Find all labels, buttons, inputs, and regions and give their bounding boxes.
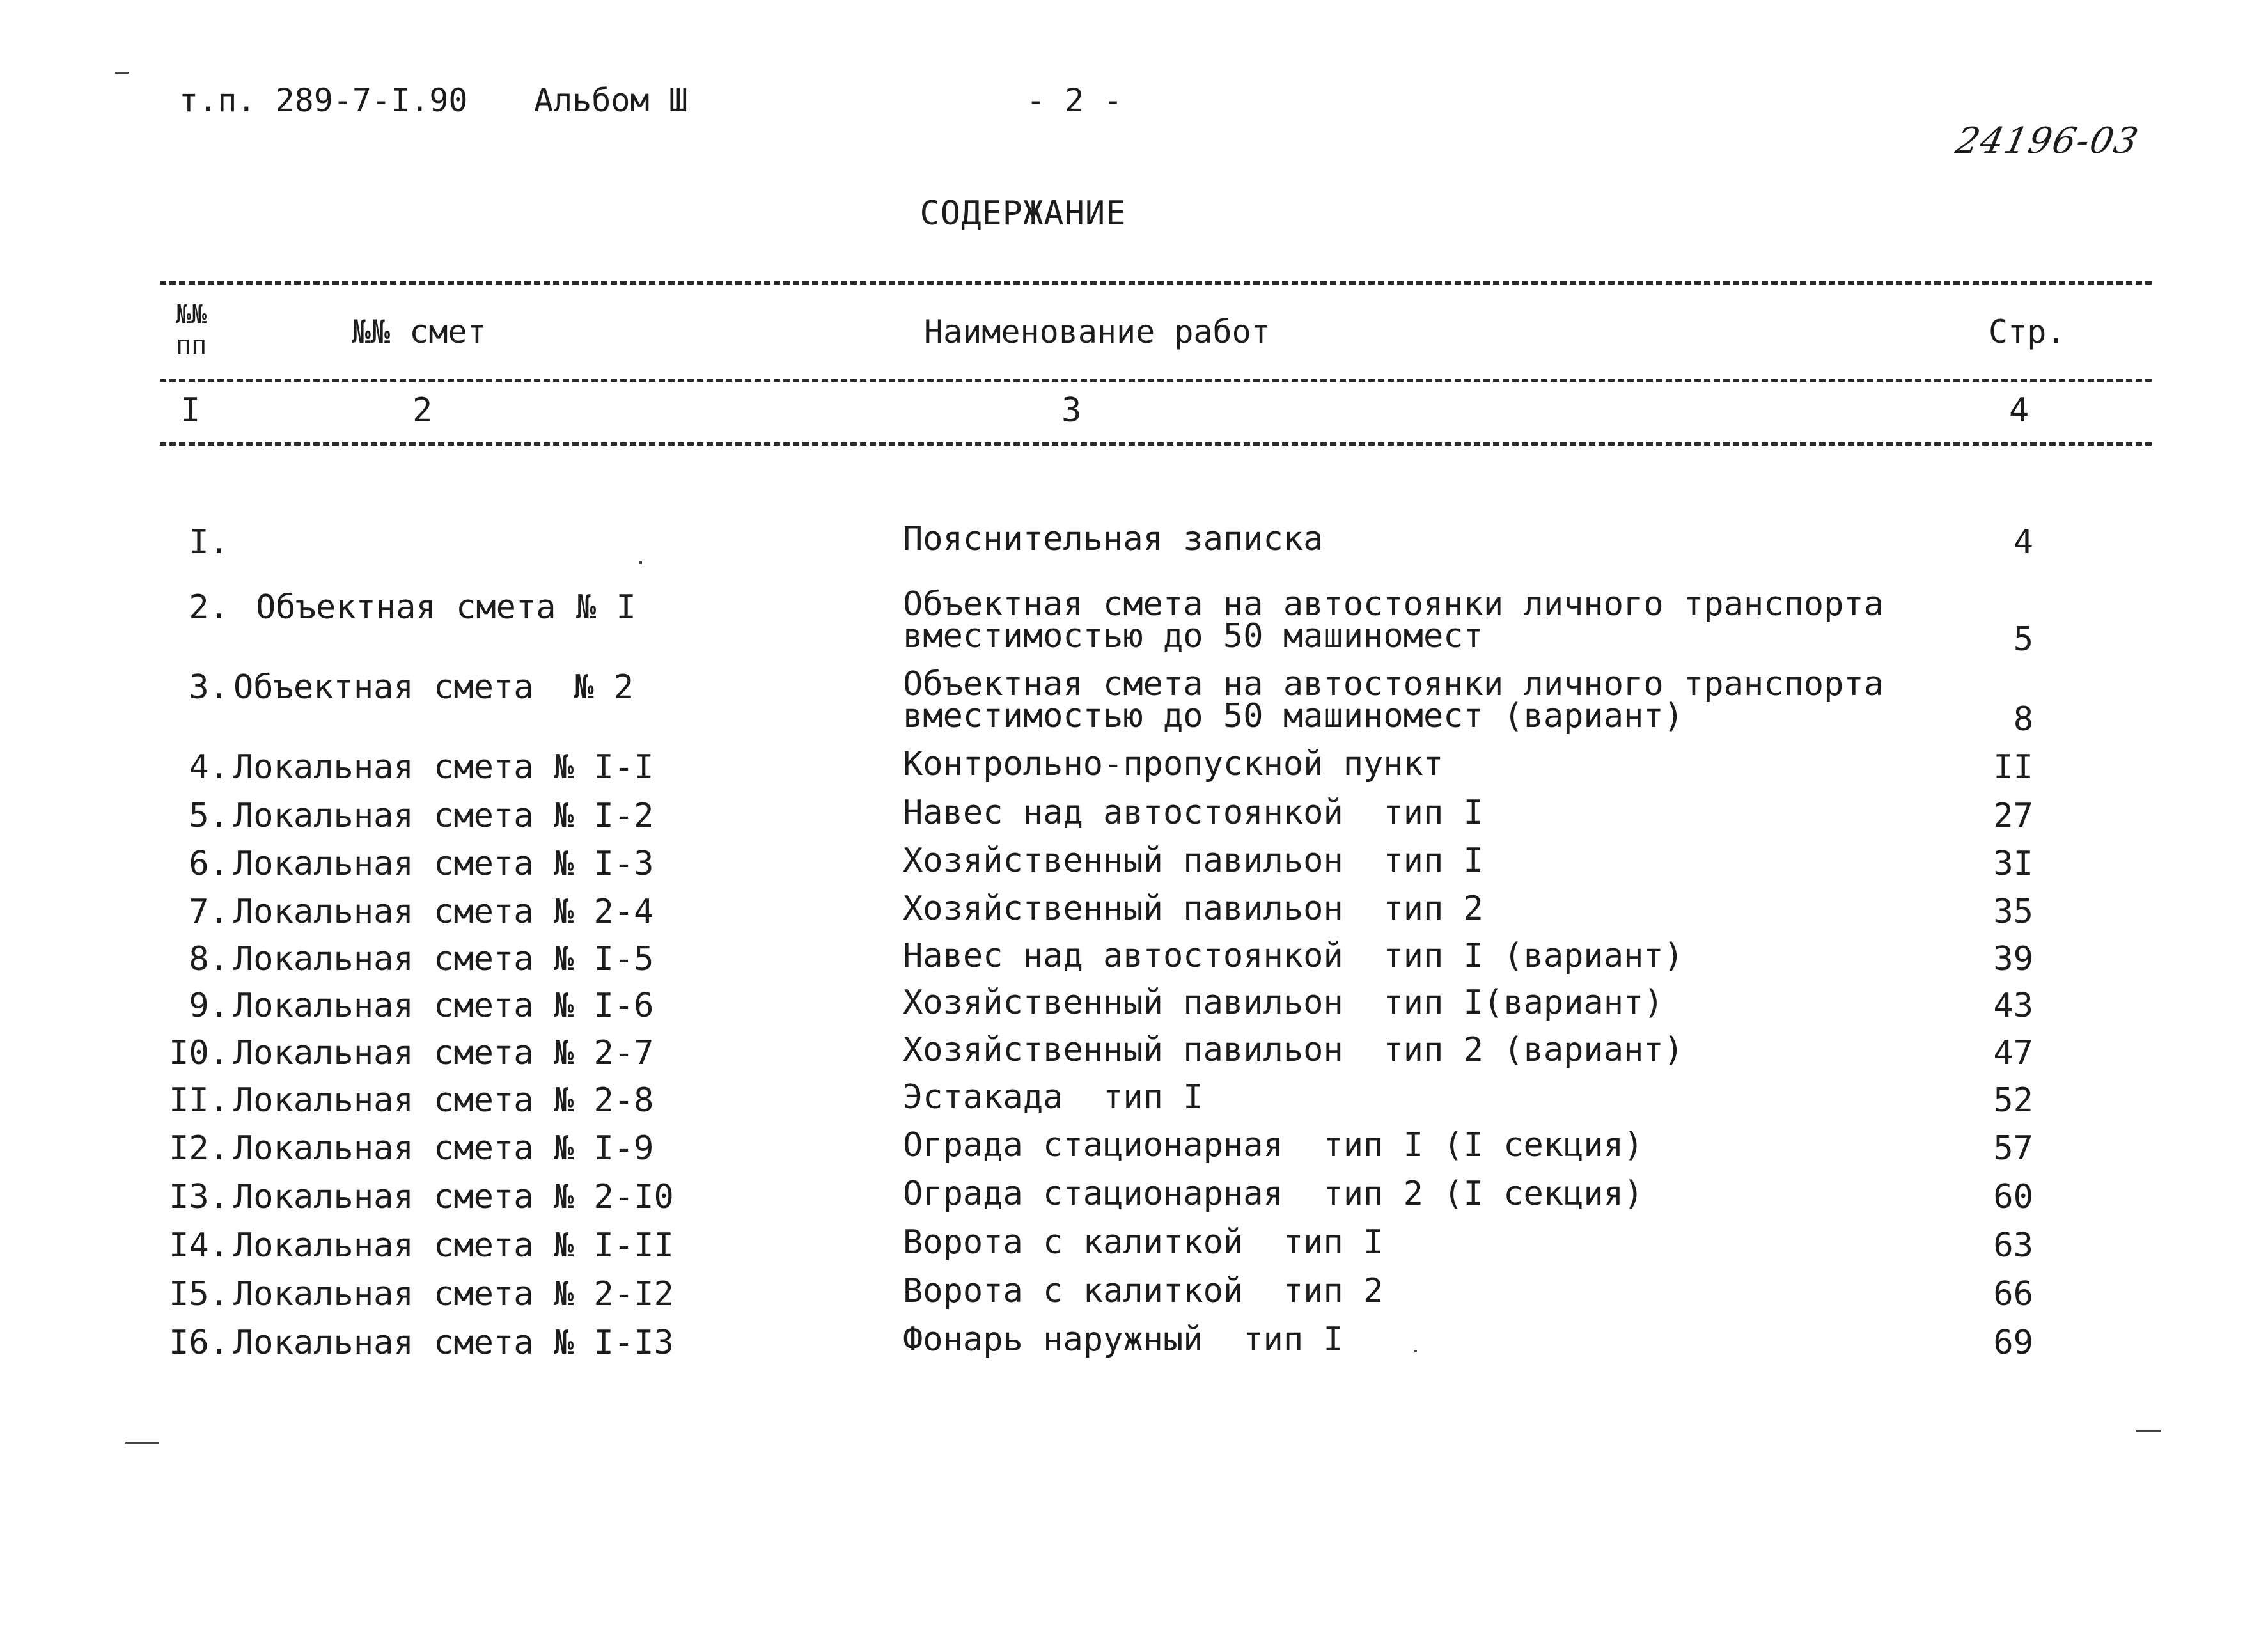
document-code: т.п. 289-7-I.90: [179, 82, 468, 119]
row-name: Ограда стационарная тип 2 (I секция): [903, 1175, 1644, 1213]
row-num: 6.: [189, 845, 229, 883]
row-num: II.: [169, 1081, 229, 1120]
row-page: 27: [1993, 797, 2033, 835]
row-num: I4.: [169, 1226, 229, 1265]
row-num: 4.: [189, 748, 229, 787]
page-title: СОДЕРЖАНИЕ: [919, 194, 1127, 233]
row-name: Хозяйственный павильон тип I(вариант): [903, 983, 1664, 1022]
row-num: 2.: [189, 588, 229, 627]
row-estimate: Локальная смета № I-6: [233, 987, 654, 1025]
row-num: 5.: [189, 797, 229, 835]
row-page: 60: [1993, 1178, 2033, 1216]
header-divider-rule: [160, 379, 2152, 382]
row-name: Объектная смета на автостоянки личного транспорта вместимостью до 50 машиномест: [903, 585, 1884, 655]
row-page: 4: [2013, 523, 2033, 561]
row-num: I6.: [169, 1324, 229, 1362]
scan-speck: [1414, 1350, 1417, 1352]
row-name: Навес над автостоянкой тип I (вариант): [903, 937, 1684, 975]
scan-speck: [2136, 1430, 2161, 1432]
row-num: I3.: [169, 1178, 229, 1216]
row-page: 3I: [1993, 845, 2033, 883]
row-page: II: [1993, 748, 2033, 787]
row-estimate: Объектная смета № I: [256, 588, 636, 627]
scan-speck: [639, 561, 642, 564]
row-num: I0.: [169, 1034, 229, 1072]
row-name: Хозяйственный павильон тип 2: [903, 889, 1483, 928]
row-name: Навес над автостоянкой тип I: [903, 794, 1483, 832]
row-page: 8: [2013, 700, 2033, 739]
row-num: 3.: [189, 668, 229, 707]
row-estimate: Локальная смета № 2-I2: [233, 1275, 674, 1313]
row-page: 43: [1993, 987, 2033, 1025]
row-name: Фонарь наружный тип I: [903, 1320, 1343, 1359]
row-num: I.: [189, 523, 229, 561]
row-num: I2.: [169, 1129, 229, 1168]
header-name: Наименование работ: [924, 313, 1271, 350]
row-page: 5: [2013, 620, 2033, 659]
row-name: Объектная смета на автостоянки личного транспорта вместимостью до 50 машиномест (вариант): [903, 665, 1884, 735]
row-estimate: Локальная смета № I-5: [233, 940, 654, 978]
row-page: 63: [1993, 1226, 2033, 1265]
row-name: Эстакада тип I: [903, 1078, 1203, 1116]
header-num: №№ пп: [176, 300, 207, 360]
row-page: 39: [1993, 940, 2033, 978]
row-page: 47: [1993, 1034, 2033, 1072]
scan-speck: [125, 1442, 159, 1444]
row-name: Пояснительная записка: [903, 520, 1324, 558]
row-estimate: Локальная смета № I-2: [233, 797, 654, 835]
row-estimate: Локальная смета № I-II: [233, 1226, 674, 1265]
row-num: 8.: [189, 940, 229, 978]
table-top-rule: [160, 281, 2152, 285]
page-number: - 2 -: [1026, 82, 1123, 119]
row-estimate: Локальная смета № I-I: [233, 748, 654, 787]
row-page: 35: [1993, 893, 2033, 931]
row-estimate: Объектная смета № 2: [233, 668, 634, 707]
row-page: 52: [1993, 1081, 2033, 1120]
column-number-1: I: [180, 391, 201, 430]
table-head-bottom-rule: [160, 442, 2152, 446]
row-num: 7.: [189, 893, 229, 931]
column-number-3: 3: [1061, 391, 1082, 430]
scan-speck: [115, 72, 129, 74]
row-name: Ворота с калиткой тип I: [903, 1223, 1384, 1262]
row-page: 69: [1993, 1324, 2033, 1362]
handwritten-number: 24196-03: [1952, 120, 2143, 162]
row-page: 66: [1993, 1275, 2033, 1313]
row-name: Ограда стационарная тип I (I секция): [903, 1126, 1644, 1164]
row-page: 57: [1993, 1129, 2033, 1168]
row-estimate: Локальная смета № I-3: [233, 845, 654, 883]
column-number-4: 4: [2009, 391, 2029, 430]
row-estimate: Локальная смета № I-9: [233, 1129, 654, 1168]
row-estimate: Локальная смета № 2-7: [233, 1034, 654, 1072]
header-estimate: №№ смет: [352, 313, 487, 350]
header-page: Стр.: [1989, 313, 2066, 350]
row-num: I5.: [169, 1275, 229, 1313]
row-estimate: Локальная смета № I-I3: [233, 1324, 674, 1362]
album-label: Альбом Ш: [534, 82, 688, 119]
row-name: Хозяйственный павильон тип I: [903, 842, 1483, 880]
row-name: Хозяйственный павильон тип 2 (вариант): [903, 1031, 1684, 1069]
column-number-2: 2: [412, 391, 433, 430]
row-name: Контрольно-пропускной пункт: [903, 745, 1444, 783]
row-estimate: Локальная смета № 2-8: [233, 1081, 654, 1120]
row-name: Ворота с калиткой тип 2: [903, 1272, 1384, 1310]
row-estimate: Локальная смета № 2-4: [233, 893, 654, 931]
row-num: 9.: [189, 987, 229, 1025]
row-estimate: Локальная смета № 2-I0: [233, 1178, 674, 1216]
